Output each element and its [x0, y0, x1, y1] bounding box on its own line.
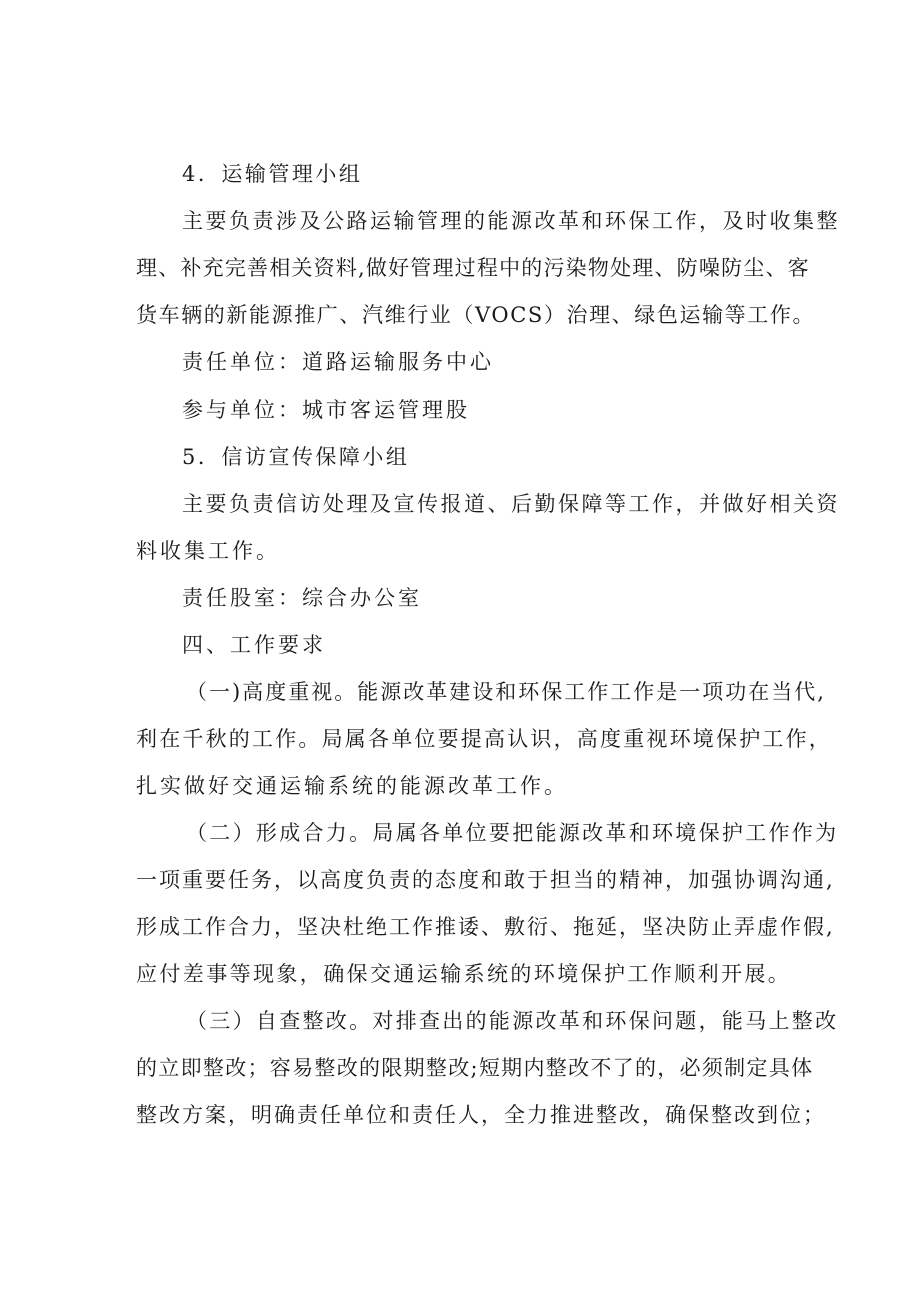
paragraph-line: 的立即整改；容易整改的限期整改;短期内整改不了的，必须制定具体	[136, 1056, 814, 1080]
paragraph-line: 一项重要任务，以高度负责的态度和敢于担当的精神，加强协调沟通,	[136, 868, 835, 892]
paragraph-line: 应付差事等现象，确保交通运输系统的环境保护工作顺利开展。	[136, 962, 792, 986]
responsible-office-line: 责任股室：综合办公室	[182, 586, 422, 610]
paragraph-line: 形成工作合力，坚决杜绝工作推诿、敷衍、拖延，坚决防止弄虚作假,	[136, 915, 835, 939]
paragraph-line: 整改方案，明确责任单位和责任人，全力推进整改，确保整改到位；	[136, 1103, 826, 1127]
section-heading-requirements: 四、工作要求	[182, 633, 326, 657]
paragraph-line: （三）自查整改。对排查出的能源改革和环保问题，能马上整改	[186, 1009, 839, 1033]
participating-unit-line: 参与单位：城市客运管理股	[182, 398, 470, 422]
paragraph-line: 料收集工作。	[136, 539, 280, 563]
paragraph-line: 主要负责涉及公路运输管理的能源改革和环保工作，及时收集整	[182, 209, 840, 233]
responsible-unit-line: 责任单位：道路运输服务中心	[182, 350, 494, 374]
paragraph-line: （一)高度重视。能源改革建设和环保工作工作是一项功在当代,	[186, 680, 826, 704]
paragraph-line: 货车辆的新能源推广、汽维行业（VOCS）治理、绿色运输等工作。	[136, 303, 816, 327]
paragraph-line: 主要负责信访处理及宣传报道、后勤保障等工作，并做好相关资	[182, 492, 840, 516]
section-heading-transport-group: 4．运输管理小组	[182, 162, 363, 186]
paragraph-line: 理、补充完善相关资料,做好管理过程中的污染物处理、防噪防尘、客	[136, 256, 810, 280]
paragraph-line: 扎实做好交通运输系统的能源改革工作。	[136, 774, 568, 798]
section-heading-petition-group: 5．信访宣传保障小组	[182, 445, 410, 469]
paragraph-line: 利在千秋的工作。局属各单位要提高认识，高度重视环境保护工作，	[136, 727, 832, 751]
paragraph-line: （二）形成合力。局属各单位要把能源改革和环境保护工作作为	[186, 821, 839, 845]
